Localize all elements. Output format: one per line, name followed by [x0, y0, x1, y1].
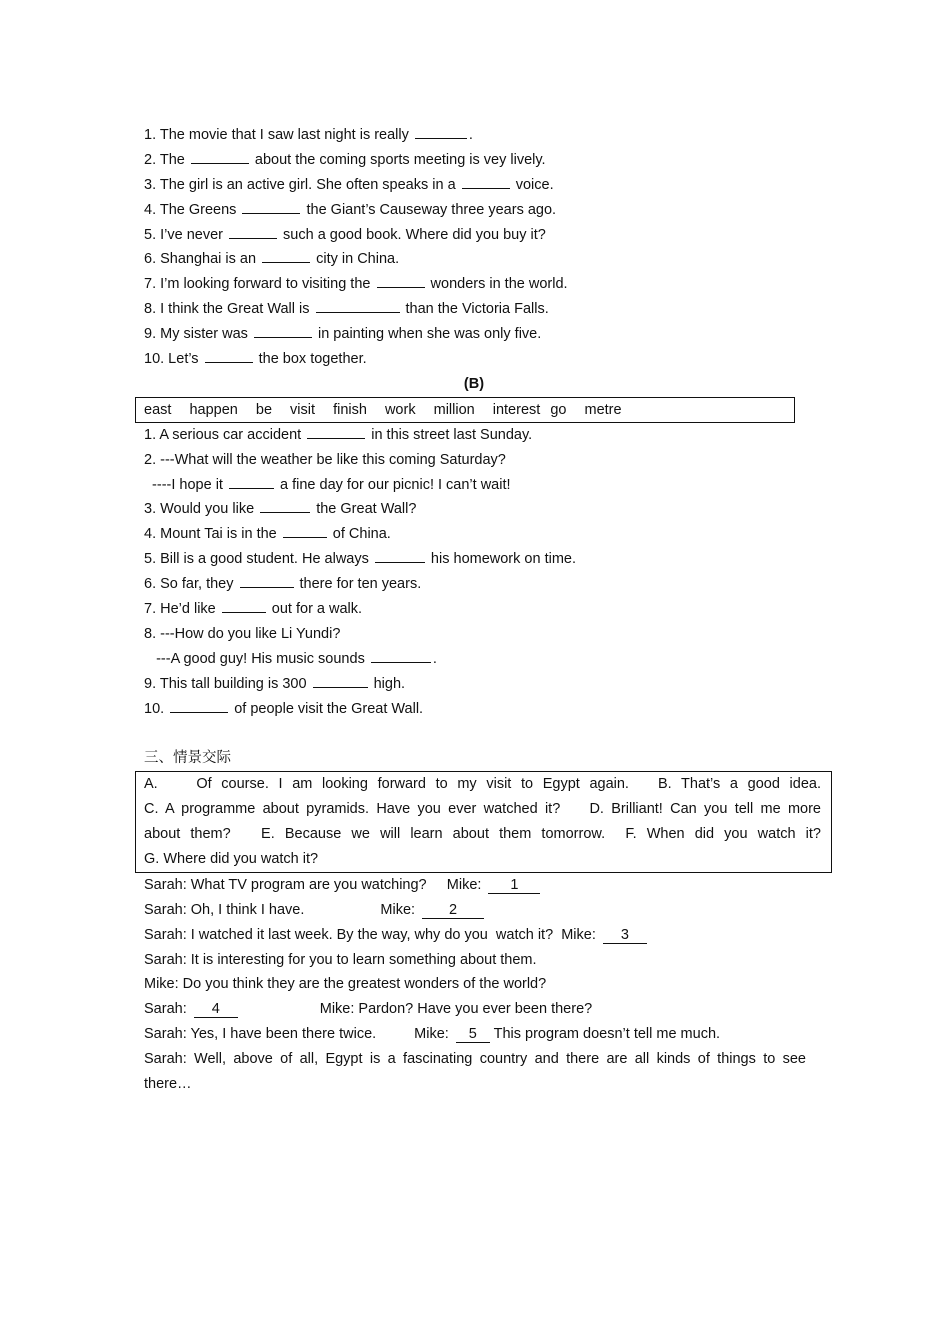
- answer-blank[interactable]: [262, 247, 310, 263]
- dialogue-line: Sarah: 4 Mike: Pardon? Have you ever been there?: [144, 1001, 593, 1018]
- dialogue-line: Sarah: Oh, I think I have. Mike: 2: [144, 898, 844, 923]
- word-bank: [135, 397, 795, 423]
- answer-blank-2[interactable]: 2: [422, 903, 484, 919]
- question-b1: 1. A serious car accident in this street last Sunday.: [144, 423, 844, 448]
- question-b6: 6. So far, they there for ten years.: [144, 572, 844, 597]
- question-a5: 5. I’ve never such a good book. Where did you buy it?: [144, 223, 844, 248]
- answer-blank[interactable]: [462, 173, 510, 189]
- question-b10: 10. of people visit the Great Wall.: [144, 697, 844, 722]
- answer-blank[interactable]: [229, 223, 277, 239]
- section-3-title: 三、情景交际: [144, 750, 231, 767]
- question-b7: 7. He’d like out for a walk.: [144, 597, 844, 622]
- worksheet: [144, 123, 844, 1097]
- word-bank-item: million: [433, 401, 475, 418]
- option-line: A. Of course. I am looking forward to my visit to Egypt again. B. That’s a good idea.: [144, 776, 821, 793]
- question-a4: 4. The Greens the Giant’s Causeway three years ago.: [144, 198, 844, 223]
- question-a6: 6. Shanghai is an city in China.: [144, 247, 844, 272]
- word-bank-item: happen: [189, 401, 238, 418]
- options-box: [135, 771, 832, 873]
- part-b: [144, 423, 844, 722]
- word-bank-item: metre: [584, 401, 622, 418]
- answer-blank-5[interactable]: 5: [456, 1027, 490, 1043]
- option-line: about them? E. Because we will learn about them tomorrow. F. When did you watch it?: [144, 826, 821, 843]
- part-b-title: (B): [463, 375, 485, 392]
- dialogue-line: Sarah: What TV program are you watching? Mike: 1: [144, 873, 844, 898]
- answer-blank[interactable]: [222, 597, 266, 613]
- answer-blank[interactable]: [170, 697, 228, 713]
- word-bank-item: interest: [492, 401, 541, 418]
- question-b2-reply: ----I hope it a fine day for our picnic! I can’t wait!: [144, 473, 844, 498]
- answer-blank-3[interactable]: 3: [603, 928, 647, 944]
- answer-blank[interactable]: [260, 497, 310, 513]
- question-a8: 8. I think the Great Wall is than the Victoria Falls.: [144, 297, 844, 322]
- option-line: G. Where did you watch it?: [144, 850, 319, 867]
- dialogue-line: Sarah: I watched it last week. By the way, why do you watch it? Mike: 3: [144, 923, 844, 948]
- part-a: [144, 123, 844, 372]
- answer-blank[interactable]: [242, 198, 300, 214]
- question-a3: 3. The girl is an active girl. She often speaks in a voice.: [144, 173, 844, 198]
- question-b9: 9. This tall building is 300 high.: [144, 672, 844, 697]
- question-a1: 1. The movie that I saw last night is really .: [144, 123, 844, 148]
- word-bank-item: go: [550, 401, 567, 418]
- question-a10: 10. Let’s the box together.: [144, 347, 844, 372]
- answer-blank[interactable]: [375, 547, 425, 563]
- dialogue-line: there…: [144, 1075, 192, 1092]
- question-b2: 2. ---What will the weather be like this coming Saturday?: [144, 451, 506, 468]
- word-bank-item: east: [144, 401, 172, 418]
- question-a7: 7. I’m looking forward to visiting the wonders in the world.: [144, 272, 844, 297]
- word-bank-item: be: [255, 401, 273, 418]
- question-b4: 4. Mount Tai is in the of China.: [144, 522, 844, 547]
- answer-blank-1[interactable]: 1: [488, 878, 540, 894]
- answer-blank-4[interactable]: 4: [194, 1002, 238, 1018]
- answer-blank[interactable]: [205, 347, 253, 363]
- word-bank-item: visit: [290, 401, 316, 418]
- answer-blank[interactable]: [240, 572, 294, 588]
- answer-blank[interactable]: [313, 672, 368, 688]
- answer-blank[interactable]: [283, 522, 327, 538]
- question-b3: 3. Would you like the Great Wall?: [144, 497, 844, 522]
- answer-blank[interactable]: [316, 297, 400, 313]
- word-bank-item: finish: [333, 401, 367, 418]
- dialogue-line: Mike: Do you think they are the greatest wonders of the world?: [144, 976, 547, 993]
- option-line: C. A programme about pyramids. Have you ever watched it? D. Brilliant! Can you tell me more: [144, 801, 821, 818]
- question-a9: 9. My sister was in painting when she was only five.: [144, 322, 844, 347]
- answer-blank[interactable]: [229, 473, 274, 489]
- answer-blank[interactable]: [415, 123, 467, 139]
- dialogue: [144, 873, 844, 1097]
- question-b8: 8. ---How do you like Li Yundi?: [144, 625, 341, 642]
- answer-blank[interactable]: [307, 423, 365, 439]
- dialogue-line: Sarah: Yes, I have been there twice. Mike: 5 This program doesn’t tell me much.: [144, 1026, 721, 1043]
- answer-blank[interactable]: [371, 647, 431, 663]
- question-b8-reply: ---A good guy! His music sounds .: [144, 647, 844, 672]
- dialogue-line: Sarah: Well, above of all, Egypt is a fascinating country and there are all kinds of things to see: [144, 1051, 806, 1068]
- word-bank-item: work: [384, 401, 416, 418]
- spacer: [144, 721, 844, 746]
- answer-blank[interactable]: [254, 322, 312, 338]
- question-a2: 2. The about the coming sports meeting is vey lively.: [144, 148, 844, 173]
- answer-blank[interactable]: [377, 272, 425, 288]
- answer-blank[interactable]: [191, 148, 249, 164]
- question-b5: 5. Bill is a good student. He always his homework on time.: [144, 547, 844, 572]
- dialogue-line: Sarah: It is interesting for you to learn something about them.: [144, 951, 537, 968]
